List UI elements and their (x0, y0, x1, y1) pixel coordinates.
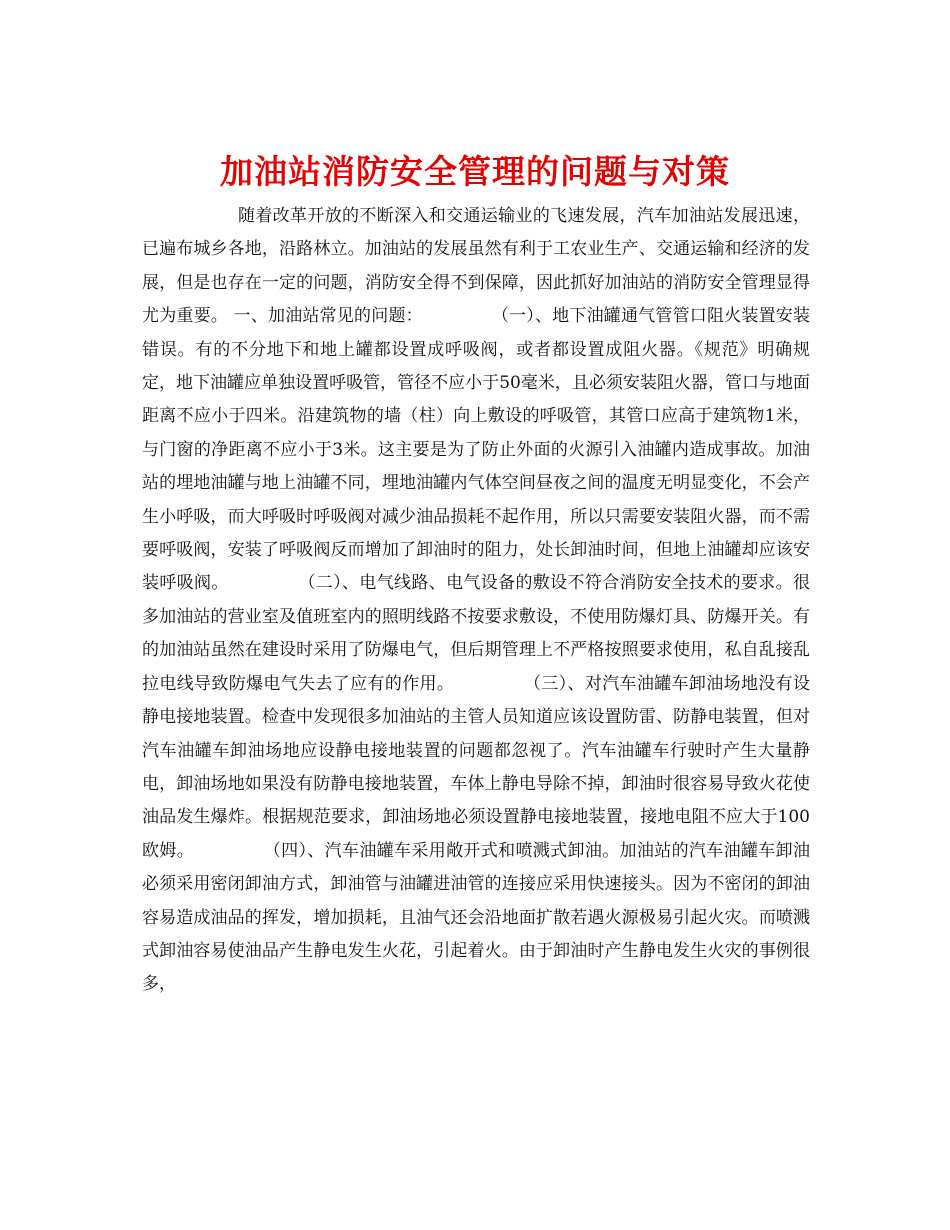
document-body-paragraph: 随着改革开放的不断深入和交通运输业的飞速发展，汽车加油站发展迅速，已遍布城乡各地，沿路林立。加油站的发展虽然有利于工农业生产、交通运输和经济的发展，但是也存在一定的问题，消防安全得不到保障，因此抓好加油站的消防安全管理显得尤为重要。 一、加油站常见的问题： （一）、地下油罐通气管管口阻火装置安装错误。有的不分地下和地上罐都设置成呼吸阀，或者都设置成阻火器。《规范》明确规定，地下油罐应单独设置呼吸管，管径不应小于50毫米，且必须安装阻火器，管口与地面距离不应小于四米。沿建筑物的墙（柱）向上敷设的呼吸管，其管口应高于建筑物1米，与门窗的净距离不应小于3米。这主要是为了防止外面的火源引入油罐内造成事故。加油站的埋地油罐与地上油罐不同，埋地油罐内气体空间昼夜之间的温度无明显变化，不会产生小呼吸，而大呼吸时呼吸阀对减少油品损耗不起作用，所以只需要安装阻火器，而不需要呼吸阀，安装了呼吸阀反而增加了卸油时的阻力，处长卸油时间，但地上油罐却应该安装呼吸阀。 （二）、电气线路、电气设备的敷设不符合消防安全技术的要求。很多加油站的营业室及值班室内的照明线路不按要求敷设，不使用防爆灯具、防爆开关。有的加油站虽然在建设时采用了防爆电气，但后期管理上不严格按照要求使用，私自乱接乱拉电线导致防爆电气失去了应有的作用。 （三）、对汽车油罐车卸油场地没有设静电接地装置。检查中发现很多加油站的主管人员知道应该设置防雷、防静电装置，但对汽车油罐车卸油场地应设静电接地装置的问题都忽视了。汽车油罐车行驶时产生大量静电，卸油场地如果没有防静电接地装置，车体上静电导除不掉，卸油时很容易导致火花使油品发生爆炸。根据规范要求，卸油场地必须设置静电接地装置，接地电阻不应大于100欧姆。 （四）、汽车油罐车采用敞开式和喷溅式卸油。加油站的汽车油罐车卸油必须采用密闭卸油方式，卸油管与油罐进油管的连接应采用快速接头。因为不密闭的卸油容易造成油品的挥发，增加损耗，且油气还会沿地面扩散若遇火源极易引起火灾。而喷溅式卸油容易使油品产生静电发生火花，引起着火。由于卸油时产生静电发生火灾的事例很多， (142, 206, 810, 995)
document-title: 加油站消防安全管理的问题与对策 (220, 152, 730, 192)
